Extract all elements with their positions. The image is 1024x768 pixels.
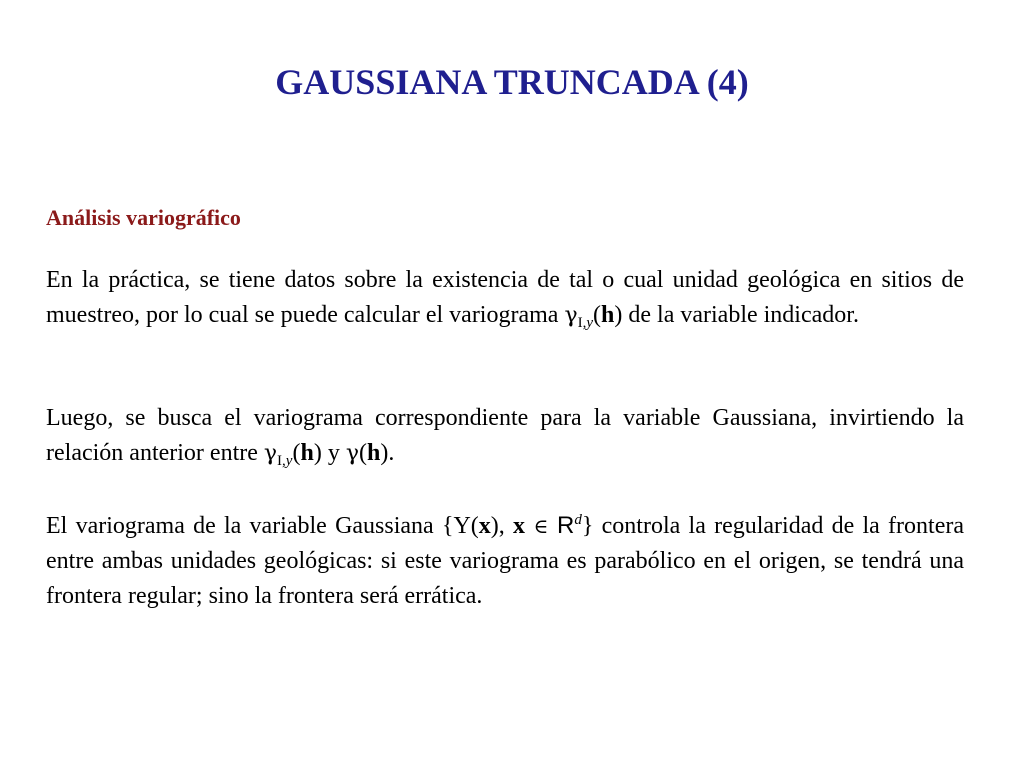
gamma-symbol: γ (345, 441, 359, 466)
slide-title: GAUSSIANA TRUNCADA (4) (275, 62, 749, 102)
element-of-symbol: ∈ (525, 514, 558, 538)
real-space-symbol: R (557, 512, 575, 539)
paragraph-3-text-a: El variograma de la variable Gaussiana {Y( (46, 513, 479, 539)
subscript-y: y (285, 453, 293, 469)
h-vector: h (366, 440, 381, 466)
h-vector: h (601, 302, 615, 328)
gamma-symbol: γ (263, 441, 278, 466)
paragraph-1-text-a: En la práctica, se tiene datos sobre la existencia de tal o cual unidad geológica en sitios de muestreo, por lo cual se puede calcular el variograma (46, 267, 964, 328)
h-vector: h (300, 440, 314, 466)
open-paren: ( (292, 440, 301, 466)
paragraph-3 (46, 508, 964, 614)
close-paren: ). (380, 440, 395, 466)
paragraph-2 (46, 401, 964, 471)
paragraph-3-text-c: } controla la regularidad de la frontera entre ambas unidades geológicas: si este variograma es parabólico en el origen, se tendrá una frontera regular; sino la frontera será errática. (46, 513, 965, 609)
paragraph-1-text-b: de la variable indicador. (622, 302, 859, 328)
dimension-superscript: d (574, 512, 582, 528)
open-paren: ( (358, 440, 367, 466)
subscript-y: y (586, 315, 594, 331)
section-heading: Análisis variográfico (46, 205, 241, 230)
x-vector: x (513, 513, 526, 539)
close-paren: ) (614, 302, 623, 328)
open-paren: ( (593, 302, 602, 328)
gamma-subscript (578, 315, 593, 331)
x-vector: x (478, 513, 491, 539)
conjunction: y (321, 440, 346, 466)
subscript-i: I, (577, 315, 587, 331)
gamma-subscript (277, 453, 292, 469)
close-paren: ) (313, 440, 322, 466)
paragraph-3-text-b: ), (490, 513, 514, 539)
gamma-symbol: γ (564, 303, 578, 328)
paragraph-1 (46, 263, 964, 333)
paragraph-2-text-a: Luego, se busca el variograma correspondiente para la variable Gaussiana, invirtiendo la relación anterior entre (46, 405, 964, 466)
subscript-i: I, (277, 453, 286, 469)
